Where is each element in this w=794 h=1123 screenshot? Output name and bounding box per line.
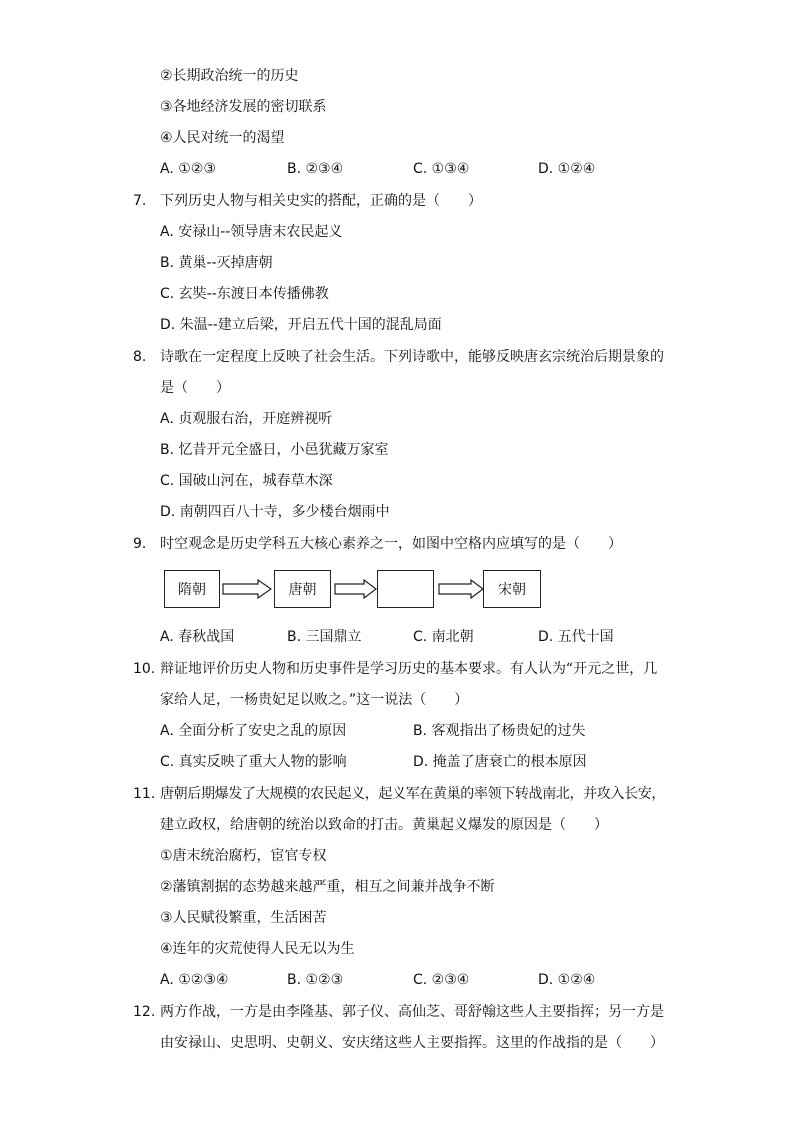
q8-option-d: D. 南朝四百八十寺，多少楼台烟雨中 [160,504,390,520]
q8-number: 8. [133,349,147,365]
q11-item-4: ④连年的灾荒使得人民无以为生 [160,941,355,957]
q6-item-2: ②长期政治统一的历史 [160,68,299,84]
q9-option-b: B. 三国鼎立 [287,629,362,645]
q11-stem-line1: 唐朝后期爆发了大规模的农民起义，起义军在黄巢的率领下转战南北，并攻入长安， [160,786,666,802]
q11-option-c: C. ②③④ [413,972,470,988]
arrow-right-icon [438,579,484,599]
q10-stem-line2: 家给人足，一杨贵妃足以败之。”这一说法（ ） [160,692,469,708]
q9-option-c: C. 南北朝 [413,629,474,645]
q11-item-3: ③人民赋役繁重，生活困苦 [160,910,327,926]
q9-number: 9. [133,536,147,552]
q9-stem: 时空观念是历史学科五大核心素养之一，如图中空格内应填写的是（ ） [160,536,622,552]
q10-stem-line1: 辩证地评价历史人物和历史事件是学习历史的基本要求。有人认为“开元之世，几 [160,661,658,677]
q11-option-d: D. ①②④ [538,972,596,988]
q7-number: 7. [133,193,147,209]
q11-stem-line2: 建立政权，给唐朝的统治以致命的打击。黄巢起义爆发的原因是（ ） [160,817,608,833]
q9-option-d: D. 五代十国 [538,629,614,645]
q8-option-c: C. 国破山河在，城春草木深 [160,473,333,489]
q10-option-a: A. 全面分析了安史之乱的原因 [160,723,347,739]
q11-number: 11. [133,786,156,802]
q9-box-blank [377,570,434,608]
q6-item-3: ③各地经济发展的密切联系 [160,99,327,115]
q6-option-a: A. ①②③ [160,161,216,177]
q8-stem-line2: 是（ ） [160,380,230,396]
q8-option-a: A. 贞观服右治，开庭辨视听 [160,411,333,427]
q10-option-d: D. 掩盖了唐衰亡的根本原因 [413,754,587,770]
q7-option-d: D. 朱温--建立后梁，开启五代十国的混乱局面 [160,317,442,333]
q11-item-2: ②藩镇割据的态势越来越严重，相互之间兼并战争不断 [160,879,495,895]
q12-stem-line1: 两方作战，一方是由李隆基、郭子仪、高仙芝、哥舒翰这些人主要指挥；另一方是 [160,1004,664,1020]
q9-box-song: 宋朝 [483,570,541,608]
q9-box-sui: 隋朝 [164,570,220,608]
q10-option-c: C. 真实反映了重大人物的影响 [160,754,347,770]
q6-item-4: ④人民对统一的渴望 [160,130,285,146]
q6-option-c: C. ①③④ [413,161,470,177]
q7-option-b: B. 黄巢--灭掉唐朝 [160,255,273,271]
q6-option-b: B. ②③④ [287,161,344,177]
q7-option-c: C. 玄奘--东渡日本传播佛教 [160,286,329,302]
q11-item-1: ①唐末统治腐朽，宦官专权 [160,848,327,864]
q11-option-b: B. ①②③ [287,972,344,988]
q8-option-b: B. 忆昔开元全盛日，小邑犹藏万家室 [160,442,389,458]
arrow-right-icon [334,579,377,599]
q7-option-a: A. 安禄山--领导唐末农民起义 [160,224,343,240]
q6-option-d: D. ①②④ [538,161,596,177]
q9-box-tang: 唐朝 [274,570,331,608]
q11-option-a: A. ①②③④ [160,972,229,988]
q10-option-b: B. 客观指出了杨贵妃的过失 [413,723,586,739]
q10-number: 10. [133,661,156,677]
q9-option-a: A. 春秋战国 [160,629,235,645]
q12-number: 12. [133,1004,156,1020]
arrow-right-icon [222,579,272,599]
q12-stem-line2: 由安禄山、史思明、史朝义、安庆绪这些人主要指挥。这里的作战指的是（ ） [160,1035,664,1051]
q7-stem: 下列历史人物与相关史实的搭配，正确的是（ ） [160,193,482,209]
q8-stem-line1: 诗歌在一定程度上反映了社会生活。下列诗歌中，能够反映唐玄宗统治后期景象的 [160,349,664,365]
